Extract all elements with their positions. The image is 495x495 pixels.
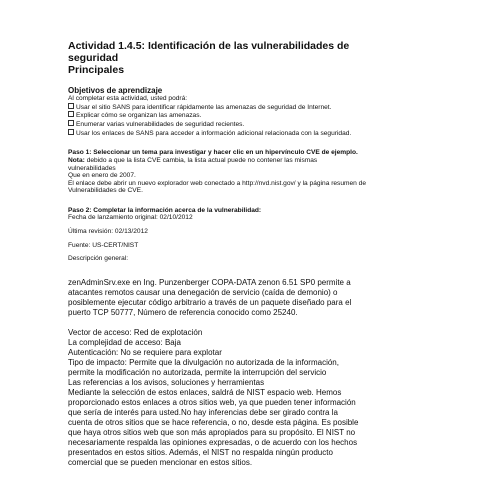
- impact-line: La complejidad de acceso: Baja: [68, 337, 181, 347]
- step2-heading: Paso 2: Completar la información acerca de la vulnerabilidad:: [68, 206, 262, 214]
- objective-text: Usar el sitio SANS para identificar rápidamente las amenazas de seguridad de Internet.: [76, 103, 332, 111]
- description-line: zenAdminSrv.exe en Ing. Punzenberger COPA-DATA zenon 6.51 SP0 permite a: [68, 277, 351, 287]
- impact-line: cuenta de otros sitios que se hace referencia, o no, desde esta página. Es posible: [68, 417, 359, 427]
- impact-line: Mediante la selección de estos enlaces, saldrá de NIST espacio web. Hemos: [68, 387, 342, 397]
- impact-line: presentados en estos sitios. Además, el NIST no respalda ningún producto: [68, 447, 333, 457]
- impact-line: comercial que se pueden mencionar en estos sitios.: [68, 457, 253, 467]
- step1-section: [68, 149, 428, 195]
- description-line: puerto TCP 50777, Número de referencia conocido como 25240.: [68, 307, 298, 317]
- document-page: [68, 40, 428, 468]
- step2-section: [68, 207, 428, 263]
- link-instruction: Vulnerabilidades de CVE.: [68, 187, 143, 195]
- step1-note: [68, 157, 428, 165]
- objectives-intro: Al completar esta actividad, usted podrá:: [68, 95, 188, 102]
- impact-line: proporcionado estos enlaces a otros sitios web, ya que pueden tener información: [68, 397, 356, 407]
- note-label: Nota:: [68, 156, 85, 164]
- page-title: [68, 40, 428, 76]
- vulnerability-description: [68, 278, 428, 318]
- impact-line: que haya otros sitios web que son más apropiados para su propósito. El NIST no: [68, 427, 356, 437]
- impact-line: Tipo de impacto: Permite que la divulgación no autorizada de la información,: [68, 357, 339, 367]
- general-description-label: Descripción general:: [68, 255, 129, 263]
- title-line: Actividad 1.4.5: Identificación de las vulnerabilidades de: [68, 40, 350, 52]
- impact-section: [68, 328, 428, 468]
- step1-heading: Paso 1: Seleccionar un tema para investigar y hacer clic en un hipervínculo CVE de ejemplo.: [68, 149, 358, 157]
- title-line: seguridad: [68, 52, 119, 64]
- last-revision: Última revisión: 02/13/2012: [68, 228, 148, 236]
- note-text: vulnerabilidades: [68, 164, 116, 172]
- objective-text: Usar los enlaces de SANS para acceder a información adicional relacionada con la seguridad.: [76, 129, 352, 137]
- impact-line: que sería de interés para usted.No hay inferencias debe ser girado contra la: [68, 407, 338, 417]
- impact-line: Autenticación: No se requiere para explotar: [68, 347, 222, 357]
- description-line: posiblemente ejecutar código arbitrario a través de un paquete diseñado para el: [68, 297, 352, 307]
- title-line: Principales: [68, 64, 125, 76]
- checkbox-bullet-icon: [68, 120, 74, 126]
- list-item: [68, 120, 428, 129]
- objectives-list: [68, 103, 428, 138]
- impact-line: permite la modificación no autorizada, permite la interrupción del servicio: [68, 367, 327, 377]
- checkbox-bullet-icon: [68, 111, 74, 117]
- list-item: [68, 103, 428, 112]
- note-text: Que en enero de 2007.: [68, 172, 136, 180]
- source: Fuente: US-CERT/NIST: [68, 241, 139, 249]
- note-text: debido a que la lista CVE cambia, la lista actual puede no contener las mismas: [84, 156, 318, 164]
- checkbox-bullet-icon: [68, 103, 74, 109]
- objectives-heading: Objetivos de aprendizaje: [68, 86, 163, 95]
- link-instruction: El enlace debe abrir un nuevo explorador web conectado a http://nvd.nist.gov/ y la página resumen de: [68, 179, 367, 187]
- description-line: atacantes remotos causar una denegación de servicio (caída de demonio) o: [68, 287, 338, 297]
- checkbox-bullet-icon: [68, 129, 74, 135]
- list-item: [68, 111, 428, 120]
- impact-line: Las referencias a los avisos, soluciones y herramientas: [68, 377, 265, 387]
- impact-line: Vector de acceso: Red de explotación: [68, 327, 203, 337]
- objective-text: Enumerar varias vulnerabilidades de seguridad recientes.: [76, 120, 245, 128]
- objective-text: Explicar cómo se organizan las amenazas.: [76, 112, 202, 120]
- list-item: [68, 129, 428, 138]
- impact-line: necesariamente respalda las opiniones expresadas, o de acuerdo con los hechos: [68, 437, 358, 447]
- release-date: Fecha de lanzamiento original: 02/10/2012: [68, 214, 193, 222]
